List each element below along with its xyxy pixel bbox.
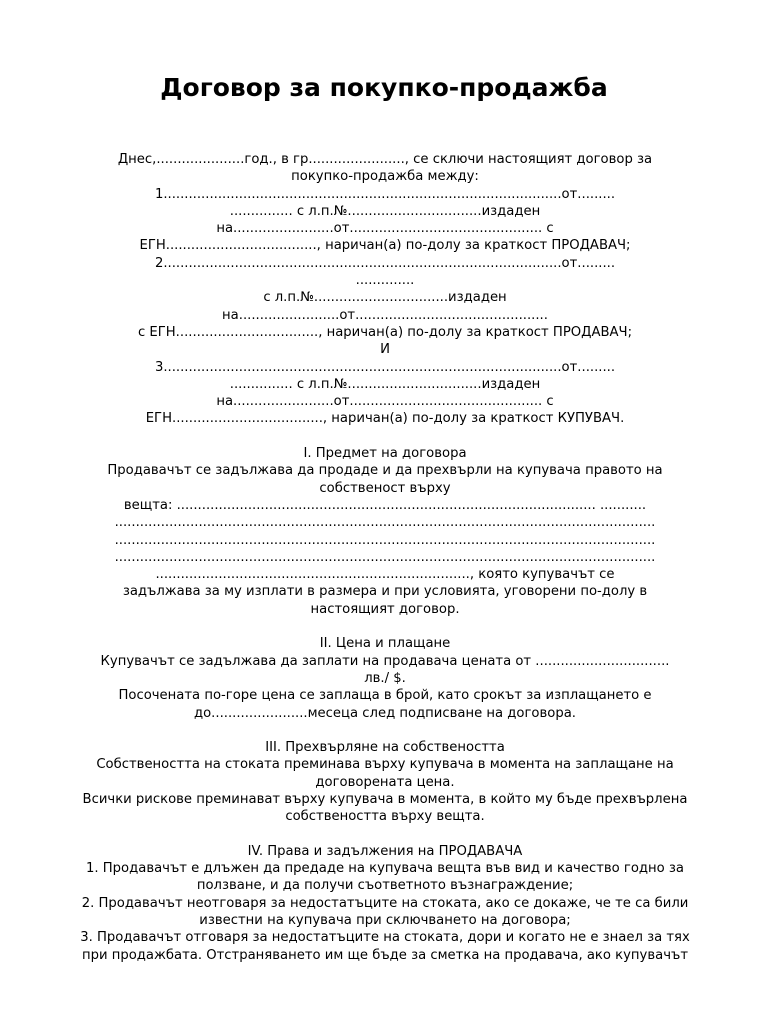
party1-line: ЕГН...................................., наричан(а) по-долу за краткост ПРОДАВАЧ; [139, 238, 631, 254]
party3-line: на........................от.............................................. с [216, 394, 554, 410]
party-conjunction: И [380, 342, 390, 358]
section4-line: ползване, и да получи съответното възнаграждение; [196, 878, 574, 894]
party3-line: 3...............................................................................................от......... [154, 359, 616, 375]
section1-line: настоящият договор. [310, 601, 460, 617]
section2-line: до.......................месеца след подписване на договора. [194, 705, 576, 721]
section1-line: собственост върху [319, 480, 451, 496]
spacer [72, 826, 698, 843]
section1-line: ................................................................................................................................. [114, 515, 656, 531]
section3-line: Всички рискове преминават върху купувача в момента, в който му бъде прехвърлена [82, 791, 688, 807]
section4-line: 3. Продавачът отговаря за недостатъците на стоката, дори и когато не е знаел за тях [80, 930, 690, 946]
intro-line: Днес,.....................год., в гр......................., се сключи настоящият договор за [117, 152, 653, 167]
party2-line: на........................от.............................................. [222, 307, 548, 323]
section2-line: Посочената по-горе цена се заплаща в брой, като срокът за изплащането е [118, 688, 652, 704]
section3-line: Собствеността на стоката преминава върху купувача в момента на заплащане на [96, 757, 674, 773]
party2-line: 2...............................................................................................от......... [154, 255, 616, 271]
section1-line: Продавачът се задължава да продаде и да прехвърли на купувача правото на [107, 463, 663, 479]
party1-line: 1...............................................................................................от......... [154, 186, 616, 202]
section4-line: при продажбата. Отстраняването им ще бъде за сметка на продавача, ако купувачът [81, 947, 689, 963]
section-heading: II. Цена и плащане [319, 636, 451, 652]
spacer [72, 722, 698, 739]
section1-line: вещта: .................................................................................................... ........... [123, 497, 647, 513]
section2-line: лв./ $. [364, 670, 406, 686]
section-heading: IV. Права и задължения на ПРОДАВАЧА [247, 843, 523, 859]
section1-line: задължава за му изплати в размера и при условията, уговорени по-долу в [122, 584, 648, 600]
party2-line: с л.п.№................................издаден [263, 290, 507, 306]
section3-line: собствеността върху вещта. [285, 809, 485, 825]
party1-line: ............... с л.п.№................................издаден [229, 203, 541, 219]
document-body [72, 151, 698, 964]
section3-line: договорената цена. [315, 774, 455, 790]
party1-line: на........................от.............................................. с [216, 221, 554, 237]
party2-line: .............. [355, 273, 415, 289]
party3-line: ............... с л.п.№................................издаден [229, 376, 541, 392]
section2-line: Купувачът се задължава да заплати на продавача цената от ................................ [100, 653, 670, 669]
section1-line: ................................................................................................................................. [114, 549, 656, 565]
section4-line: 1. Продавачът е длъжен да предаде на купувача вещта във вид и качество годно за [85, 861, 684, 877]
party3-line: ЕГН...................................., наричан(а) по-долу за краткост КУПУВАЧ. [145, 411, 625, 427]
party2-line: с ЕГН.................................., наричан(а) по-долу за краткост ПРОДАВАЧ; [137, 324, 633, 340]
section4-line: 2. Продавачът неотговаря за недостатъците на стоката, ако се докаже, че те са били [81, 895, 689, 911]
section1-line: ................................................................................................................................. [114, 532, 656, 548]
section-heading: III. Прехвърляне на собствеността [265, 740, 505, 756]
document-title: Договор за покупко-продажба [160, 73, 608, 102]
section1-line: ..........................................................................., която купувачът се [155, 567, 615, 583]
section-heading: I. Предмет на договора [303, 446, 467, 462]
spacer [72, 428, 698, 445]
section4-line: известни на купувача при сключването на договора; [199, 913, 571, 929]
intro-line: покупко-продажба между: [291, 169, 479, 185]
spacer [72, 618, 698, 635]
